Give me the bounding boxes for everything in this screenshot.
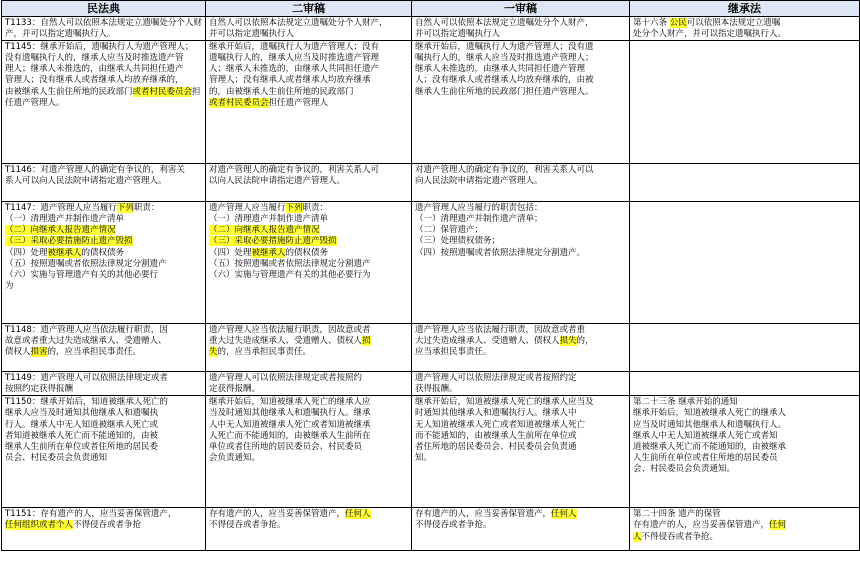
text-run: 人；没有继承人或者继承人均放弃继承的，由被	[415, 75, 594, 86]
cell-line	[633, 442, 857, 453]
text-run: 遗产管理人应当履行	[209, 203, 286, 214]
cell-line	[209, 420, 409, 431]
highlighted-text: 人	[633, 531, 642, 542]
text-run: 而不能通知的，由被继承人生前所在单位或	[415, 430, 577, 441]
cell-line	[209, 520, 409, 531]
text-run: 继承人中无人知道被继承人死亡或者知	[633, 430, 778, 441]
row-t1145	[2, 41, 860, 164]
text-run: 人生前所在单位或者住所地的居民委员	[633, 452, 778, 463]
cell-line	[5, 509, 203, 520]
cell-line	[633, 18, 857, 29]
text-run: 者知道被继承人死亡而不能通知的，由被	[5, 430, 159, 441]
header-ershen: 二审稿	[206, 1, 412, 17]
highlighted-text: 任何人	[345, 509, 371, 520]
cell-yishen	[412, 202, 630, 324]
cell-line	[415, 53, 627, 64]
cell-line	[415, 442, 627, 453]
text-run: 者住所地的居民委员会、村民委员会负责通	[415, 441, 577, 452]
text-run: T1151：存有遗产的人，应当妥善保管遗产，	[5, 509, 177, 520]
text-run: （二）保管遗产；	[415, 225, 484, 236]
text-run: T1147：遗产管理人应当履行	[5, 203, 117, 214]
text-run: 人死亡而不能通知的，由被继承人生前所在	[209, 430, 371, 441]
cell-jichengfa	[630, 508, 860, 551]
text-run: T1133：自然人可以依照本法规定立遗嘱处分个人财	[5, 18, 202, 28]
cell-line	[415, 336, 627, 347]
text-run: 继承开始后，知道被继承人死亡的继承人应当及	[415, 397, 594, 408]
cell-line	[209, 408, 409, 419]
cell-line	[415, 87, 627, 98]
text-run: 的，应当承担民事责任。	[217, 347, 312, 358]
header-row	[2, 1, 860, 17]
cell-line	[415, 453, 627, 464]
cell-line	[5, 325, 203, 336]
cell-line	[209, 236, 409, 247]
text-run: 的债权债务	[285, 247, 329, 258]
cell-line	[5, 270, 203, 281]
highlighted-text: 公民	[669, 18, 687, 28]
cell-line	[209, 75, 409, 86]
cell-jichengfa	[630, 396, 860, 508]
text-run: 不得侵吞或者争抢。	[641, 531, 719, 542]
highlighted-text: 任何人	[551, 509, 577, 520]
cell-line	[415, 384, 627, 395]
cell-line	[5, 347, 203, 358]
cell-yishen	[412, 372, 630, 396]
text-run: 继承开始后，遗嘱执行人为遗产管理人；没有遗	[415, 42, 594, 53]
text-run: （一）清理遗产并制作遗产清单	[209, 214, 329, 225]
highlighted-text: 失	[209, 347, 218, 358]
text-run: 嘱执行人的，继承人应当及时推选遗产管理人；	[415, 53, 594, 64]
text-run: 会、村民委员会负责通知。	[633, 463, 736, 474]
cell-ershen	[206, 372, 412, 396]
row-t1146	[2, 164, 860, 202]
cell-line	[415, 214, 627, 225]
cell-jichengfa	[630, 17, 860, 41]
cell-line	[415, 397, 627, 408]
cell-ershen	[206, 202, 412, 324]
text-run: 的，应当承担民事责任。	[47, 347, 142, 358]
cell-ershen	[206, 396, 412, 508]
cell-yishen	[412, 41, 630, 164]
cell-minfadian	[2, 396, 206, 508]
text-run: T1148：遗产管理人应当依法履行职责，因	[5, 325, 168, 336]
text-run: 存有遗产的人，应当妥善保管遗产，	[415, 509, 552, 520]
cell-minfadian	[2, 324, 206, 372]
highlighted-text: 下列	[285, 203, 303, 214]
cell-line	[415, 203, 627, 214]
text-run: （一）清理遗产并制作遗产清单	[5, 214, 125, 225]
text-run: 知。	[415, 452, 433, 463]
cell-line	[209, 176, 409, 187]
text-run: （一）清理遗产并制作遗产清单；	[415, 214, 543, 225]
text-run: 的，由被继承人生前住所地的民政部门	[209, 86, 354, 97]
header-minfadian: 民法典	[2, 1, 206, 17]
highlighted-text: （二）向继承人报告遗产情况	[209, 225, 320, 236]
text-run: 债权人	[5, 347, 31, 358]
cell-line	[633, 420, 857, 431]
text-run: 继承开始后，遗嘱执行人为遗产管理人；没有	[209, 42, 380, 53]
text-run: 系人可以向人民法院申请指定遗产管理人。	[5, 176, 167, 187]
cell-minfadian	[2, 508, 206, 551]
text-run: 按照约定获得报酬	[5, 384, 74, 395]
cell-line	[209, 64, 409, 75]
text-run: 第二十四条 遗产的保管	[633, 509, 721, 520]
cell-line	[5, 408, 203, 419]
cell-jichengfa	[630, 41, 860, 164]
text-run: 对遗产管理人的确定有争议的，利害关系人可以	[415, 165, 594, 176]
text-run: 遗产管理人可以依照法律规定或者按照约定	[415, 373, 577, 384]
text-run: 产，并可以指定遗嘱执行人。	[5, 29, 116, 40]
text-run: 遗产管理人应当依法履行职责，因故意或者重	[415, 325, 586, 336]
cell-line	[415, 176, 627, 187]
cell-line	[633, 431, 857, 442]
cell-line	[5, 214, 203, 225]
highlighted-text: 损	[362, 336, 371, 347]
cell-line	[5, 225, 203, 236]
highlighted-text: 任何组织或者个人	[5, 520, 74, 531]
cell-line	[209, 203, 409, 214]
law-comparison-table	[1, 0, 860, 551]
cell-line	[415, 165, 627, 176]
cell-line	[5, 203, 203, 214]
cell-ershen	[206, 164, 412, 202]
highlighted-text: 下列	[116, 203, 134, 214]
cell-line	[5, 98, 203, 109]
text-run: 遗产管理人应当依法履行职责，因故意或者	[209, 325, 371, 336]
text-run: T1145：继承开始后，遗嘱执行人为遗产管理人；	[5, 42, 194, 53]
cell-line	[633, 509, 857, 520]
text-run: 继承人生前住所地的民政部门担任遗产管理人。	[415, 86, 594, 97]
cell-line	[415, 325, 627, 336]
cell-line	[209, 373, 409, 384]
cell-line	[5, 236, 203, 247]
text-run: （四）按照遗嘱或者依照法律规定分割遗产。	[415, 247, 586, 258]
text-run: 管理人；没有继承人或者继承人均放弃继承	[209, 75, 371, 86]
cell-line	[633, 29, 857, 40]
text-run: 不得侵吞或者争抢。	[209, 520, 286, 531]
text-run: 自然人可以依照本法规定立遗嘱处分个人财产，	[415, 18, 594, 28]
text-run: T1149：遗产管理人可以依照法律规定或者	[5, 373, 168, 384]
row-t1133	[2, 17, 860, 41]
cell-line	[415, 42, 627, 53]
cell-line	[209, 442, 409, 453]
cell-ershen	[206, 41, 412, 164]
cell-line	[5, 397, 203, 408]
cell-line	[209, 165, 409, 176]
text-run: 继承人应当及时通知其他继承人和遗嘱执	[5, 408, 159, 419]
cell-line	[5, 64, 203, 75]
cell-line	[209, 509, 409, 520]
text-run: 大过失造成继承人、受遗赠人、债权人	[415, 336, 560, 347]
text-run: 职责：	[133, 203, 160, 214]
cell-line	[415, 373, 627, 384]
highlighted-text: 任何	[769, 520, 787, 531]
cell-ershen	[206, 17, 412, 41]
text-run: 对遗产管理人的确定有争议的，利害关系人可	[209, 165, 380, 176]
cell-line	[209, 225, 409, 236]
row-t1147	[2, 202, 860, 324]
cell-line	[415, 431, 627, 442]
cell-jichengfa	[630, 202, 860, 324]
cell-line	[209, 18, 409, 29]
cell-yishen	[412, 396, 630, 508]
cell-yishen	[412, 17, 630, 41]
text-run: 由被继承人生前住所地的民政部门	[5, 86, 133, 97]
cell-line	[633, 520, 857, 531]
cell-line	[5, 248, 203, 259]
cell-line	[209, 270, 409, 281]
text-run: 不得侵吞或者争抢。	[415, 520, 492, 531]
text-run: （六）实施与管理遗产有关的其他必要行为	[209, 269, 371, 280]
text-run: 不得侵吞或者争抢	[73, 520, 142, 531]
text-run: （三）处理债权债务；	[415, 236, 501, 247]
row-t1150	[2, 396, 860, 508]
text-run: 没有遗嘱执行人的，继承人应当及时推选遗产管	[5, 53, 184, 64]
text-run: 单位或者住所地的居民委员会、村民委员	[209, 441, 363, 452]
text-run: 的，	[576, 336, 594, 347]
cell-line	[5, 431, 203, 442]
cell-yishen	[412, 164, 630, 202]
cell-line	[633, 408, 857, 419]
cell-line	[209, 98, 409, 109]
cell-line	[633, 397, 857, 408]
text-run: （六）实施与管理遗产有关的其他必要行	[5, 269, 159, 280]
cell-line	[209, 259, 409, 270]
cell-line	[209, 397, 409, 408]
highlighted-text: 损害	[30, 347, 48, 358]
cell-minfadian	[2, 372, 206, 396]
text-run: 向人民法院申请指定遗产管理人。	[415, 176, 543, 187]
cell-line	[5, 442, 203, 453]
cell-line	[633, 532, 857, 543]
cell-line	[415, 520, 627, 531]
cell-line	[633, 453, 857, 464]
cell-line	[5, 453, 203, 464]
cell-jichengfa	[630, 164, 860, 202]
cell-line	[415, 64, 627, 75]
cell-line	[209, 453, 409, 464]
cell-minfadian	[2, 17, 206, 41]
text-run: 员会、村民委员会负责通知	[5, 452, 108, 463]
cell-line	[209, 347, 409, 358]
text-run: 遗嘱执行人的，继承人应当及时推选遗产管理	[209, 53, 380, 64]
text-run: 行人。继承人中无人知道被继承人死亡或	[5, 419, 159, 430]
cell-line	[209, 248, 409, 259]
cell-line	[5, 18, 203, 29]
cell-ershen	[206, 324, 412, 372]
cell-line	[415, 225, 627, 236]
text-run: 会负责通知。	[209, 452, 261, 463]
header-jichengfa: 继承法	[630, 1, 860, 17]
text-run: 第二十三条 继承开始的通知	[633, 397, 738, 408]
text-run: 职责：	[302, 203, 329, 214]
text-run: （五）按照遗嘱或者依照法律规定分割遗产	[5, 258, 167, 269]
cell-line	[5, 176, 203, 187]
cell-line	[415, 18, 627, 29]
row-t1148	[2, 324, 860, 372]
text-run: 遗产管理人应当履行的职责包括：	[415, 203, 543, 214]
cell-line	[209, 384, 409, 395]
text-run: 担任遗产管理人	[268, 97, 329, 108]
text-run: 当及时通知其他继承人和遗嘱执行人。继承	[209, 408, 371, 419]
text-run: 任遗产管理人。	[5, 97, 65, 108]
text-run: （五）按照遗嘱或者依照法律规定分割遗产	[209, 258, 371, 269]
text-run: 可以依照本法规定立遗嘱	[686, 18, 781, 28]
cell-line	[209, 214, 409, 225]
text-run: 重大过失造成继承人、受遗赠人、债权人	[209, 336, 363, 347]
cell-line	[5, 53, 203, 64]
cell-line	[5, 281, 203, 292]
cell-line	[415, 509, 627, 520]
cell-line	[415, 248, 627, 259]
cell-line	[415, 347, 627, 358]
text-run: 为	[5, 280, 14, 291]
text-run: 应当及时通知其他继承人和遗嘱执行人。	[633, 419, 787, 430]
text-run: （四）处理	[5, 247, 48, 258]
cell-line	[415, 420, 627, 431]
cell-line	[5, 165, 203, 176]
text-run: T1150：继承开始后，知道被继承人死亡的	[5, 397, 168, 408]
header-yishen: 一审稿	[412, 1, 630, 17]
highlighted-text: 被继承人	[47, 247, 82, 258]
text-run: 的债权债务	[81, 247, 125, 258]
text-run: T1146：对遗产管理人的确定有争议的，利害关	[5, 165, 185, 176]
text-run: 管理人；没有继承人或者继承人均放弃继承的，	[5, 75, 184, 86]
cell-line	[5, 520, 203, 531]
text-run: （四）处理	[209, 247, 252, 258]
cell-line	[415, 236, 627, 247]
cell-line	[209, 53, 409, 64]
text-run: 应当承担民事责任。	[415, 347, 492, 358]
cell-jichengfa	[630, 324, 860, 372]
text-run: 获得报酬。	[415, 384, 458, 395]
cell-line	[415, 29, 627, 40]
cell-line	[633, 464, 857, 475]
cell-line	[5, 87, 203, 98]
text-run: 理人；继承人未推选的，由继承人共同担任遗产	[5, 64, 184, 75]
cell-line	[209, 336, 409, 347]
cell-line	[5, 384, 203, 395]
text-run: 存有遗产的人，应当妥善保管遗产，	[209, 509, 346, 520]
text-run: 存有遗产的人，应当妥善保管遗产，	[633, 520, 770, 531]
text-run: 道被继承人死亡而不能通知的，由被继承	[633, 441, 787, 452]
cell-line	[209, 42, 409, 53]
cell-line	[5, 259, 203, 270]
row-t1151	[2, 508, 860, 551]
cell-line	[5, 373, 203, 384]
row-t1149	[2, 372, 860, 396]
cell-ershen	[206, 508, 412, 551]
cell-line	[5, 420, 203, 431]
highlighted-text: 被继承人	[251, 247, 286, 258]
text-run: 担	[192, 86, 201, 97]
highlighted-text: 或者村民委员会	[209, 97, 269, 108]
cell-line	[415, 75, 627, 86]
cell-line	[5, 29, 203, 40]
cell-minfadian	[2, 164, 206, 202]
cell-minfadian	[2, 41, 206, 164]
text-run: 继承开始后，知道被继承人死亡的继承人	[633, 408, 787, 419]
cell-line	[5, 75, 203, 86]
text-run: 第十六条	[633, 18, 670, 28]
highlighted-text: 或者村民委员会	[132, 86, 193, 97]
text-run: 无人知道被继承人死亡或者知道被继承人死亡	[415, 419, 586, 430]
text-run: 继承人未推选的，由继承人共同担任遗产管理	[415, 64, 586, 75]
text-run: 自然人可以依照本法规定立遗嘱处分个人财产，	[209, 18, 388, 28]
text-run: 处分个人财产，并可以指定遗嘱执行人。	[633, 29, 787, 40]
text-run: 时通知其他继承人和遗嘱执行人。继承人中	[415, 408, 577, 419]
highlighted-text: 损失	[559, 336, 577, 347]
text-run: 人中无人知道被继承人死亡或者知道被继承	[209, 419, 371, 430]
cell-line	[209, 325, 409, 336]
cell-yishen	[412, 508, 630, 551]
highlighted-text: （三）采取必要措施防止遗产毁损	[5, 236, 133, 247]
cell-yishen	[412, 324, 630, 372]
text-run: 继承人生前所在单位或者住所地的居民委	[5, 441, 159, 452]
cell-line	[209, 29, 409, 40]
cell-jichengfa	[630, 372, 860, 396]
text-run: 以向人民法院申请指定遗产管理人。	[209, 176, 346, 187]
text-run: 故意或者重大过失造成继承人、受遗赠人、	[5, 336, 167, 347]
text-run: 人；继承人未推选的，由继承人共同担任遗产	[209, 64, 380, 75]
cell-line	[5, 336, 203, 347]
highlighted-text: （三）采取必要措施防止遗产毁损	[209, 236, 337, 247]
text-run: 遗产管理人可以依照法律规定或者按照约	[209, 373, 363, 384]
text-run: 定获得报酬。	[209, 384, 261, 395]
text-run: 并可以指定遗嘱执行人	[415, 29, 501, 40]
cell-line	[209, 87, 409, 98]
cell-minfadian	[2, 202, 206, 324]
cell-line	[209, 431, 409, 442]
text-run: 继承开始后，知道被继承人死亡的继承人应	[209, 397, 371, 408]
text-run: 并可以指定遗嘱执行人	[209, 29, 295, 40]
cell-line	[415, 408, 627, 419]
highlighted-text: （二）向继承人报告遗产情况	[5, 225, 116, 236]
cell-line	[5, 42, 203, 53]
